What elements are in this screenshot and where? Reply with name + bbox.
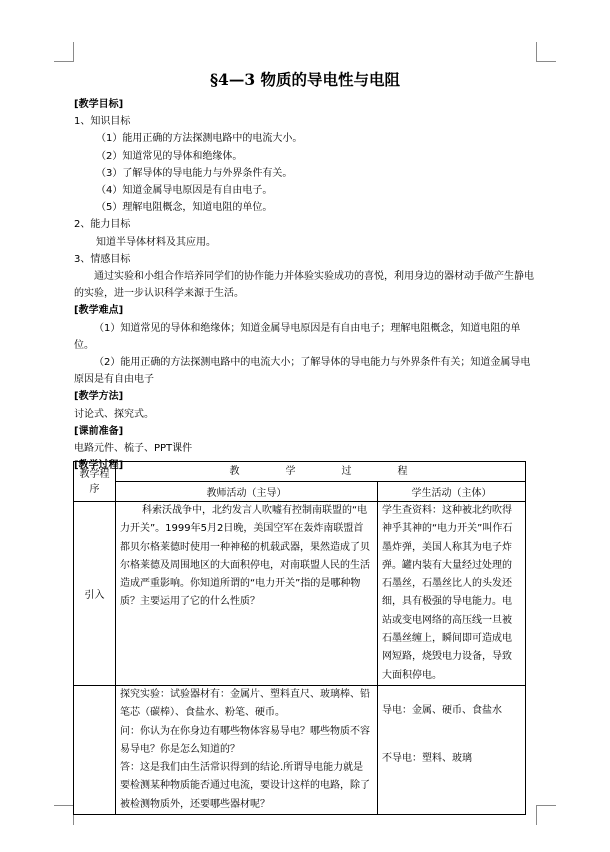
document-body <box>74 96 536 474</box>
knowledge-item: （1）能用正确的方法探测电路中的电流大小。 <box>96 133 303 145</box>
goals-heading: [教学目标] <box>74 99 124 110</box>
knowledge-item: （5）理解电阻概念，知道电阻的单位。 <box>96 202 273 214</box>
student-conductors: 导电：金属、硬币、食盐水 <box>382 704 502 716</box>
row-teacher: 探究实验：试验器材有：金属片、塑料直尺、玻璃棒、铅笔芯（碳棒）、食盐水、粉笔、硬币。 问：你认为在你身边有哪些物体容易导电？哪些物质不容易导电？你是怎么知道的？ 答：这是我们由生活常识得到的结论.所谓导电能力就是要检测某种物质能否通过电流，要设计这样的电路，除了被检测物质外，还要哪些器材呢？ <box>116 685 378 814</box>
row-teacher: 科索沃战争中，北约发言人吹嘘有控制南联盟的“电力开关”。1999年5月2日晚，美国空军在轰炸南联盟首都贝尔格莱德时使用一种神秘的机载武器，果然造成了贝尔格莱德及周围地区的大面积停电，对南联盟人民的生活造成严重影响。你知道所谓的“电力开关”指的是哪种物质？主要运用了它的什么性质？ <box>116 502 378 686</box>
crop-mark <box>536 42 537 62</box>
crop-mark <box>536 805 556 806</box>
row-student: 学生查资料：这种被北约吹得神乎其神的“电力开关”叫作石墨炸弹，美国人称其为电子炸弹。罐内装有大量经过处理的石墨丝，石墨丝比人的头发还细，具有极强的导电能力。电站或变电网络的高压线一旦被石墨丝缠上，瞬间即可造成电网短路，烧毁电力设备，导致大面积停电。 <box>378 502 526 686</box>
header-process: 教学过程 <box>116 462 526 482</box>
crop-mark <box>54 805 74 806</box>
difficulties-heading: [教学难点] <box>74 305 124 317</box>
table-row <box>74 502 526 686</box>
knowledge-item: （3）了解导体的导电能力与外界条件有关。 <box>96 167 293 179</box>
crop-mark <box>73 42 74 62</box>
emotion-text: 通过实验和小组合作培养同学们的协作能力并体验实验成功的喜悦，利用身边的器材动手做产生静电的实验，进一步认识科学来源于生活。 <box>74 271 534 300</box>
knowledge-item: （2）知道常见的导体和绝缘体。 <box>96 150 243 162</box>
prep-text: 电路元件、梳子、PPT课件 <box>74 443 193 455</box>
row-program: 引入 <box>74 502 116 686</box>
knowledge-heading: 1、知识目标 <box>74 116 131 128</box>
prep-heading: [课前准备] <box>74 425 124 437</box>
row-student <box>378 685 526 814</box>
methods-text: 讨论式、探究式。 <box>74 408 154 420</box>
difficulty-item: （1）知道常见的导体和绝缘体；知道金属导电原因是有自由电子；理解电阻概念，知道电阻的单位。 <box>74 322 521 351</box>
page-title: §4—3 物质的导电性与电阻 <box>209 70 401 89</box>
process-table <box>73 461 526 815</box>
header-student: 学生活动（主体） <box>378 482 526 502</box>
crop-mark <box>536 61 556 62</box>
ability-text: 知道半导体材料及其应用。 <box>96 236 216 248</box>
ability-heading: 2、能力目标 <box>74 219 131 231</box>
crop-mark <box>536 805 537 825</box>
emotion-heading: 3、情感目标 <box>74 253 131 265</box>
process-heading: [教学过程] <box>74 460 124 472</box>
crop-mark <box>54 61 74 62</box>
row-program <box>74 685 116 814</box>
knowledge-item: （4）知道金属导电原因是有自由电子。 <box>96 185 273 197</box>
table-row <box>74 685 526 814</box>
methods-heading: [教学方法] <box>74 391 124 403</box>
header-teacher: 教师活动（主导） <box>116 482 378 502</box>
header-program: 教学程序 <box>74 462 116 502</box>
difficulty-item: （2）能用正确的方法探测电路中的电流大小；了解导体的导电能力与外界条件有关；知道金属导电原因是有自由电子 <box>74 357 531 386</box>
student-insulators: 不导电：塑料、玻璃 <box>382 753 472 765</box>
